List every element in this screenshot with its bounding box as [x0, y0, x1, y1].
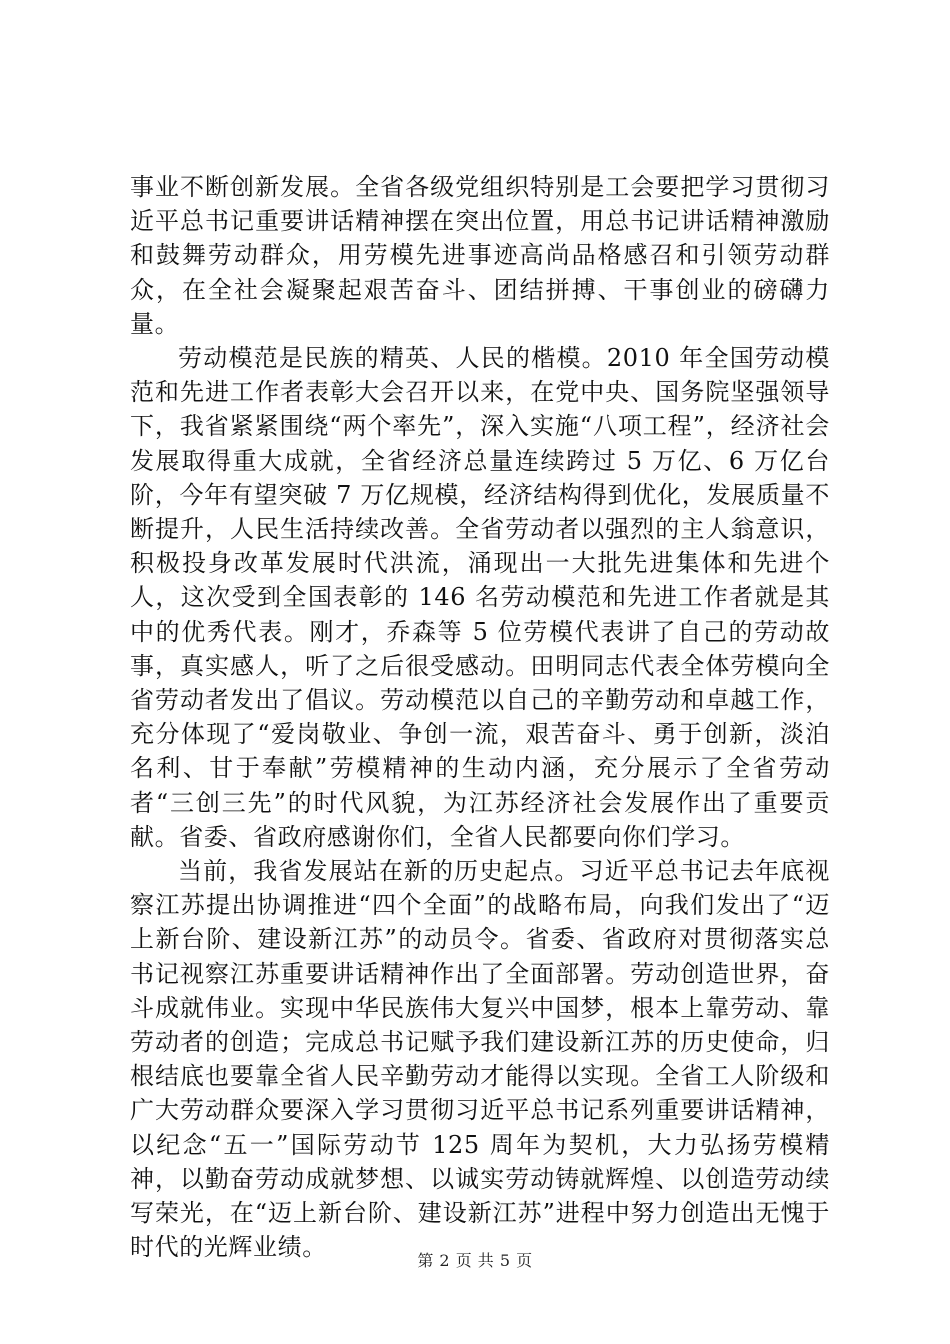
page-number-footer: 第 2 页 共 5 页 [417, 1251, 533, 1270]
document-body [130, 170, 830, 1265]
paragraph-labor-models: 劳动模范是民族的精英、人民的楷模。2010 年全国劳动模范和先进工作者表彰大会召开以来，在党中央、国务院坚强领导下，我省紧紧围绕“两个率先”，深入实施“八项工程”，经济社会发展取得重大成就，全省经济总量连续跨过 5 万亿、6 万亿台阶，今年有望突破 7 万亿规模，经济结构得到优化，发展质量不断提升，人民生活持续改善。全省劳动者以强烈的主人翁意识，积极投身改革发展时代洪流，涌现出一大批先进集体和先进个人，这次受到全国表彰的 146 名劳动模范和先进工作者就是其中的优秀代表。刚才，乔森等 5 位劳模代表讲了自己的劳动故事，真实感人，听了之后很受感动。田明同志代表全体劳模向全省劳动者发出了倡议。劳动模范以自己的辛勤劳动和卓越工作，充分体现了“爱岗敬业、争创一流，艰苦奋斗、勇于创新，淡泊名利、甘于奉献”劳模精神的生动内涵，充分展示了全省劳动者“三创三先”的时代风貌，为江苏经济社会发展作出了重要贡献。省委、省政府感谢你们，全省人民都要向你们学习。 [130, 344, 830, 851]
paragraph-continuation: 事业不断创新发展。全省各级党组织特别是工会要把学习贯彻习近平总书记重要讲话精神摆在突出位置，用总书记讲话精神激励和鼓舞劳动群众，用劳模先进事迹高尚品格感召和引领劳动群众，在全社会凝聚起艰苦奋斗、团结拼搏、干事创业的磅礴力量。 [130, 173, 830, 338]
paragraph-current-development: 当前，我省发展站在新的历史起点。习近平总书记去年底视察江苏提出协调推进“四个全面”的战略布局，向我们发出了“迈上新台阶、建设新江苏”的动员令。省委、省政府对贯彻落实总书记视察江苏重要讲话精神作出了全面部署。劳动创造世界，奋斗成就伟业。实现中华民族伟大复兴中国梦，根本上靠劳动、靠劳动者的创造；完成总书记赋予我们建设新江苏的历史使命，归根结底也要靠全省人民辛勤劳动才能得以实现。全省工人阶级和广大劳动群众要深入学习贯彻习近平总书记系列重要讲话精神，以纪念“五一”国际劳动节 125 周年为契机，大力弘扬劳模精神，以勤奋劳动成就梦想、以诚实劳动铸就辉煌、以创造劳动续写荣光，在“迈上新台阶、建设新江苏”进程中努力创造出无愧于时代的光辉业绩。 [130, 857, 830, 1262]
